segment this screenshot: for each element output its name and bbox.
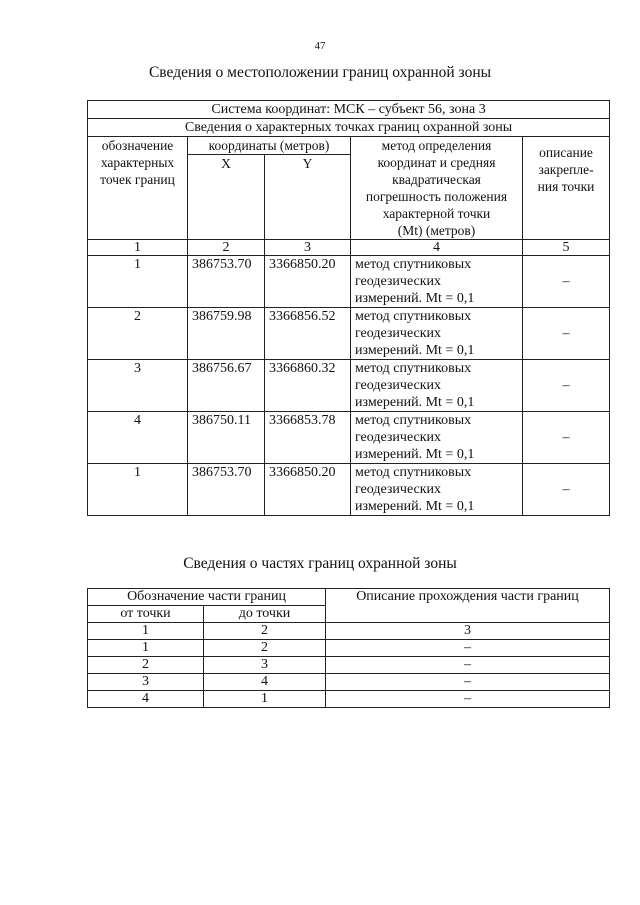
header-part-designation: Обозначение части границ <box>88 589 326 606</box>
header-method-line: метод определения <box>381 138 492 153</box>
header-fixing-line: закрепле- <box>538 162 594 177</box>
fixing-description-cell: – <box>523 360 610 412</box>
header-part-description: Описание прохождения части границ <box>326 589 610 606</box>
points-info-row <box>88 119 610 137</box>
boundary-parts-table <box>87 588 610 708</box>
method-cell <box>351 360 523 412</box>
points-info-cell: Сведения о характерных точках границ охранной зоны <box>88 119 610 137</box>
header-designation-line: характерных <box>100 155 175 170</box>
table-row <box>88 256 610 308</box>
column-number: 3 <box>326 623 610 640</box>
method-line: измерений. Mt = 0,1 <box>355 499 475 514</box>
parts-header-row-1 <box>88 589 610 606</box>
from-point-cell: 2 <box>88 657 204 674</box>
fixing-description-cell: – <box>523 412 610 464</box>
parts-heading: Сведения о частях границ охранной зоны <box>183 555 457 572</box>
part-description-cell: – <box>326 674 610 691</box>
header-method-line: характерной точки <box>382 206 491 221</box>
column-number: 4 <box>351 240 523 256</box>
method-line: метод спутниковых <box>355 257 472 272</box>
from-point-cell: 3 <box>88 674 204 691</box>
method-line: измерений. Mt = 0,1 <box>355 395 475 410</box>
point-id-cell: 1 <box>88 256 188 308</box>
coordinate-system-cell: Система координат: МСК – субъект 56, зона 3 <box>88 101 610 119</box>
parts-column-numbers-row <box>88 623 610 640</box>
column-number: 1 <box>88 623 204 640</box>
method-line: геодезических <box>355 326 442 341</box>
coordinate-system-row <box>88 101 610 119</box>
header-method-line: квадратическая <box>392 172 481 187</box>
header-designation-line: точек границ <box>100 172 175 187</box>
method-line: метод спутниковых <box>355 413 472 428</box>
method-line: геодезических <box>355 378 442 393</box>
column-number: 2 <box>204 623 326 640</box>
method-line: геодезических <box>355 274 442 289</box>
point-id-cell: 1 <box>88 464 188 516</box>
to-point-cell: 3 <box>204 657 326 674</box>
header-fixing-line: описание <box>539 145 593 160</box>
to-point-cell: 4 <box>204 674 326 691</box>
part-description-cell: – <box>326 640 610 657</box>
part-description-cell: – <box>326 691 610 708</box>
header-to-point: до точки <box>204 606 326 623</box>
header-fixing-line: ния точки <box>537 179 595 194</box>
part-description-cell: – <box>326 657 610 674</box>
header-description-continuation <box>326 606 610 623</box>
x-coordinate-cell: 386759.98 <box>188 308 265 360</box>
from-point-cell: 4 <box>88 691 204 708</box>
header-from-point: от точки <box>88 606 204 623</box>
fixing-description-cell: – <box>523 256 610 308</box>
x-coordinate-cell: 386753.70 <box>188 464 265 516</box>
header-method-line: (Mt) (метров) <box>397 223 476 238</box>
from-point-cell: 1 <box>88 640 204 657</box>
header-method-line: погрешность положения <box>365 189 508 204</box>
y-coordinate-cell: 3366856.52 <box>265 308 351 360</box>
fixing-description-cell: – <box>523 464 610 516</box>
x-coordinate-cell: 386753.70 <box>188 256 265 308</box>
to-point-cell: 1 <box>204 691 326 708</box>
point-id-cell: 3 <box>88 360 188 412</box>
header-row-1 <box>88 137 610 155</box>
method-cell <box>351 464 523 516</box>
header-designation-line: обозначение <box>101 138 174 153</box>
y-coordinate-cell: 3366850.20 <box>265 256 351 308</box>
x-coordinate-cell: 386756.67 <box>188 360 265 412</box>
parts-header-row-2 <box>88 606 610 623</box>
table-row <box>88 657 610 674</box>
point-id-cell: 2 <box>88 308 188 360</box>
table-row <box>88 674 610 691</box>
point-id-cell: 4 <box>88 412 188 464</box>
method-line: метод спутниковых <box>355 309 472 324</box>
method-line: измерений. Mt = 0,1 <box>355 343 475 358</box>
table-row <box>88 412 610 464</box>
method-line: измерений. Mt = 0,1 <box>355 447 475 462</box>
y-coordinate-cell: 3366850.20 <box>265 464 351 516</box>
header-coordinates: координаты (метров) <box>188 137 351 155</box>
y-coordinate-cell: 3366853.78 <box>265 412 351 464</box>
method-line: метод спутниковых <box>355 465 472 480</box>
method-cell <box>351 412 523 464</box>
header-y: Y <box>265 155 351 240</box>
method-cell <box>351 308 523 360</box>
column-number: 1 <box>88 240 188 256</box>
header-method-line: координат и средняя <box>377 155 496 170</box>
page-number: 47 <box>314 40 326 52</box>
column-number: 3 <box>265 240 351 256</box>
header-designation <box>88 137 188 240</box>
fixing-description-cell: – <box>523 308 610 360</box>
header-method <box>351 137 523 240</box>
table-row <box>88 640 610 657</box>
header-fixing <box>523 137 610 240</box>
y-coordinate-cell: 3366860.32 <box>265 360 351 412</box>
column-number: 5 <box>523 240 610 256</box>
x-coordinate-cell: 386750.11 <box>188 412 265 464</box>
column-number: 2 <box>188 240 265 256</box>
location-heading: Сведения о местоположении границ охранной зоны <box>148 64 492 81</box>
table-row <box>88 691 610 708</box>
table-row <box>88 308 610 360</box>
column-numbers-row <box>88 240 610 256</box>
table-row <box>88 360 610 412</box>
method-line: геодезических <box>355 430 442 445</box>
method-cell <box>351 256 523 308</box>
to-point-cell: 2 <box>204 640 326 657</box>
header-x: X <box>188 155 265 240</box>
coordinates-table <box>87 100 610 516</box>
method-line: измерений. Mt = 0,1 <box>355 291 475 306</box>
table-row <box>88 464 610 516</box>
method-line: геодезических <box>355 482 442 497</box>
method-line: метод спутниковых <box>355 361 472 376</box>
